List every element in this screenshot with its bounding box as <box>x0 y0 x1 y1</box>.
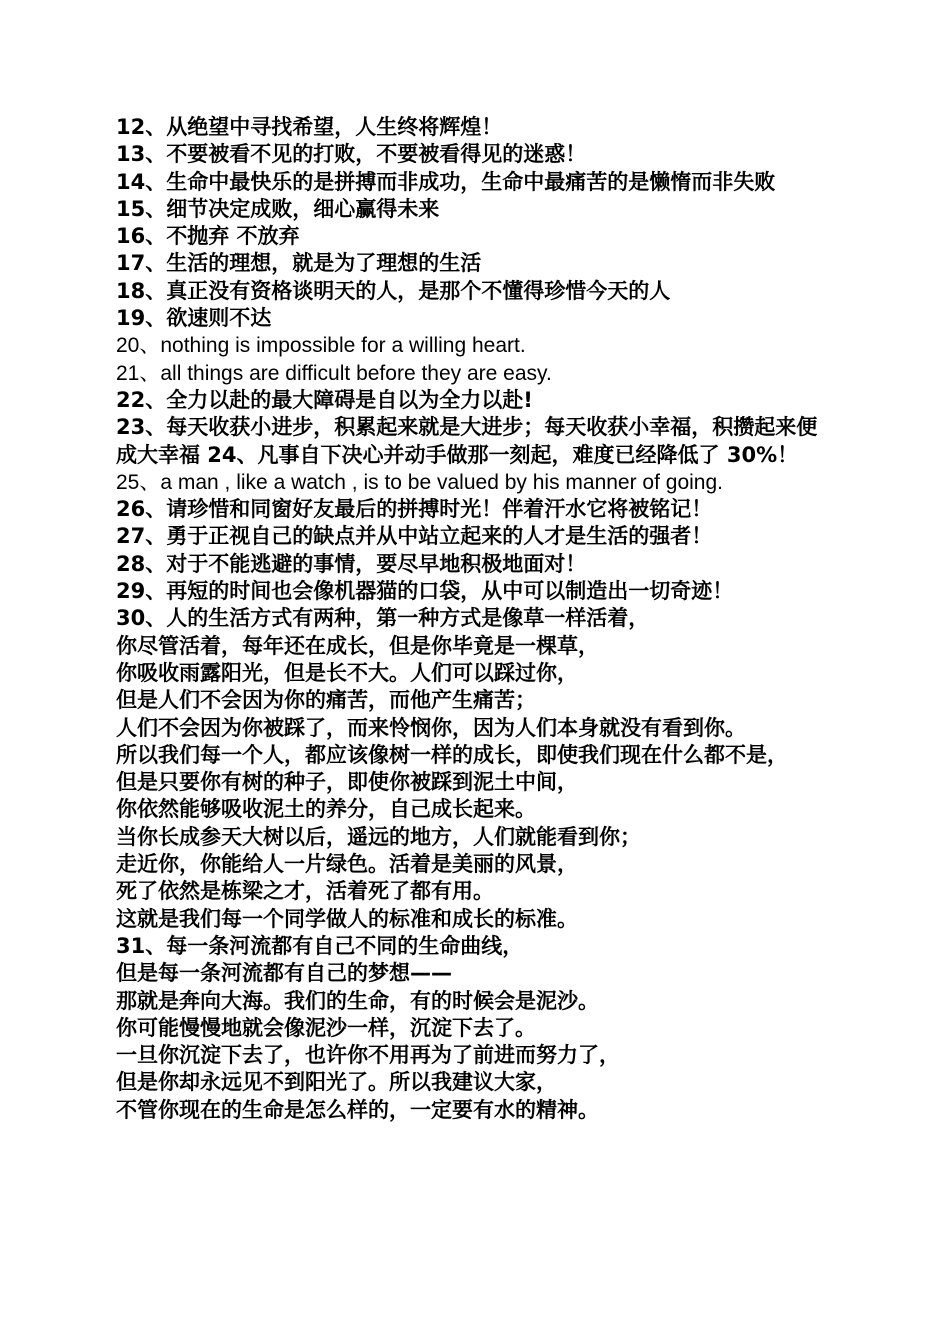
document-body <box>116 114 832 1124</box>
paragraph-line: 走近你，你能给人一片绿色。活着是美丽的风景， <box>116 852 578 877</box>
quote-line-28: 28、对于不能逃避的事情，要尽早地积极地面对！ <box>116 551 587 576</box>
quote-line-13: 13、不要被看不见的打败，不要被看得见的迷惑！ <box>116 142 587 167</box>
quote-line-22: 22、全力以赴的最大障碍是自以为全力以赴! <box>116 387 533 412</box>
quote-line-17: 17、生活的理想，就是为了理想的生活 <box>116 251 482 276</box>
quote-line-29: 29、再短的时间也会像机器猫的口袋，从中可以制造出一切奇迹！ <box>116 579 734 604</box>
paragraph-line: 但是每一条河流都有自己的梦想—— <box>116 961 452 986</box>
quote-line-30: 30、人的生活方式有两种，第一种方式是像草一样活着， <box>116 606 650 631</box>
quote-line-16: 16、不抛弃 不放弃 <box>116 224 300 249</box>
paragraph-line: 一旦你沉淀下去了，也许你不用再为了前进而努力了， <box>116 1043 620 1068</box>
paragraph-line: 所以我们每一个人，都应该像树一样的成长，即使我们现在什么都不是， <box>116 742 788 767</box>
quote-line-15: 15、细节决定成败，细心赢得未来 <box>116 196 440 221</box>
paragraph-line: 不管你现在的生命是怎么样的，一定要有水的精神。 <box>116 1097 599 1122</box>
quote-line-26: 26、请珍惜和同窗好友最后的拼搏时光！伴着汗水它将被铭记！ <box>116 497 713 522</box>
quote-line-12: 12、从绝望中寻找希望，人生终将辉煌！ <box>116 115 503 139</box>
paragraph-line: 但是只要你有树的种子，即使你被踩到泥土中间， <box>116 770 578 795</box>
quote-line-25: 25、a man , like a watch , is to be valued by his manner of going. <box>116 470 724 494</box>
paragraph-line: 你尽管活着，每年还在成长，但是你毕竟是一棵草， <box>116 633 599 658</box>
paragraph-line: 那就是奔向大海。我们的生命，有的时候会是泥沙。 <box>116 988 599 1013</box>
paragraph-line: 但是你却永远见不到阳光了。所以我建议大家， <box>116 1070 557 1095</box>
paragraph-line: 但是人们不会因为你的痛苦，而他产生痛苦； <box>116 688 536 713</box>
quote-line-31: 31、每一条河流都有自己不同的生命曲线， <box>116 933 524 958</box>
quote-line-21: 21、all things are difficult before they are easy. <box>116 361 552 385</box>
quote-line-20: 20、nothing is impossible for a willing heart. <box>116 334 526 358</box>
quote-line-27: 27、勇于正视自己的缺点并从中站立起来的人才是生活的强者！ <box>116 524 713 549</box>
paragraph-line: 你可能慢慢地就会像泥沙一样，沉淀下去了。 <box>116 1015 536 1040</box>
paragraph-line: 死了依然是栋梁之才，活着死了都有用。 <box>116 879 494 904</box>
paragraph-line: 这就是我们每一个同学做人的标准和成长的标准。 <box>116 906 578 931</box>
quote-line-23-24: 23、每天收获小进步，积累起来就是大进步；每天收获小幸福，积攒起来便成大幸福 24、凡事自下决心并动手做那一刻起，难度已经降低了 30%！ <box>116 415 818 467</box>
paragraph-line: 当你长成参天大树以后，遥远的地方，人们就能看到你； <box>116 824 641 849</box>
quote-line-19: 19、欲速则不达 <box>116 306 272 331</box>
paragraph-line: 你依然能够吸收泥土的养分，自己成长起来。 <box>116 797 536 822</box>
paragraph-line: 你吸收雨露阳光，但是长不大。人们可以踩过你， <box>116 660 578 685</box>
quote-line-18: 18、真正没有资格谈明天的人，是那个不懂得珍惜今天的人 <box>116 278 671 303</box>
paragraph-line: 人们不会因为你被踩了，而来怜悯你，因为人们本身就没有看到你。 <box>116 715 746 740</box>
quote-line-14: 14、生命中最快乐的是拼搏而非成功，生命中最痛苦的是懒惰而非失败 <box>116 169 776 194</box>
